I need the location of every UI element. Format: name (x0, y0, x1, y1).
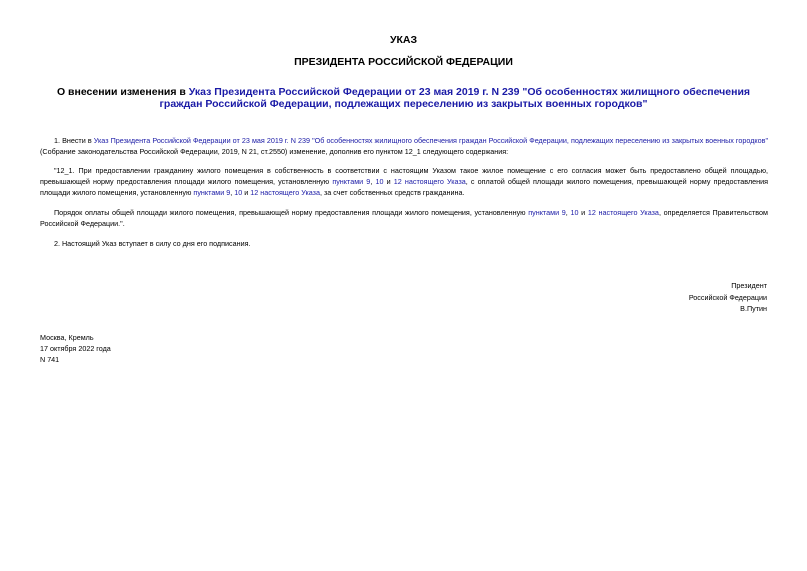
signature-country: Российской Федерации (688, 292, 767, 302)
signature-name: В.Путин (740, 304, 767, 313)
title-decree-link[interactable]: Указ Президента Российской Федерации от 23 мая 2019 г. N 239 "Об особенностях жилищного обеспечения граждан Российской Федерации, подлежащих переселению из закрытых военных городков" (159, 86, 751, 110)
p2-text: "12_1. При предоставлении гражданину жилого помещения в собственность в соответствии с настоящим Указом такое жилое помещение с его согласия может быть предоставлено общей площадью, превышающей норму предоставления площади жилого помещения, установленную (40, 166, 768, 186)
p3-text: Порядок оплаты общей площади жилого помещения, превышающей норму предоставления площади жилого помещения, установленную (54, 208, 529, 217)
paragraph-payment-order (40, 207, 768, 229)
document-title (40, 86, 767, 110)
p3-link-point-12[interactable]: 12 настоящего Указа (587, 208, 659, 217)
paragraph-12-1 (40, 165, 768, 198)
issuer-heading: ПРЕЗИДЕНТА РОССИЙСКОЙ ФЕДЕРАЦИИ (294, 56, 513, 68)
p3-text: , (565, 208, 571, 217)
p2-link-point-12[interactable]: 12 настоящего Указа (393, 177, 466, 186)
p2-text: , (370, 177, 376, 186)
document-number: N 741 (40, 355, 60, 364)
p2-link-point-10[interactable]: 10 (375, 177, 384, 186)
decree-heading: УКАЗ (389, 34, 418, 46)
p2-link-point-10[interactable]: 10 (234, 188, 243, 197)
paragraph-2: 2. Настоящий Указ вступает в силу со дня его подписания. (54, 239, 251, 248)
place-city: Москва, Кремль (40, 333, 94, 342)
p3-link-point-10[interactable]: 10 (570, 208, 579, 217)
p2-text: и (383, 177, 394, 186)
p1-text-end: (Собрание законодательства Российской Федерации, 2019, N 21, ст.2550) изменение, дополнив его пунктом 12_1 следующего содержания: (40, 147, 509, 156)
p1-decree-link[interactable]: Указ Президента Российской Федерации от 23 мая 2019 г. N 239 "Об особенностях жилищного обеспечения граждан Российской Федерации, подлежащих переселению из закрытых военных городков" (93, 136, 768, 145)
p2-text: , за счет собственных средств гражданина. (319, 188, 465, 197)
p3-link-point-9[interactable]: пунктами 9 (528, 208, 566, 217)
signature-block (689, 280, 767, 315)
p1-text-start: 1. Внести в (54, 136, 94, 145)
title-prefix: О внесении изменения в (56, 86, 189, 98)
p2-link-point-9[interactable]: пунктами 9 (193, 188, 231, 197)
signature-title: Президент (731, 281, 767, 290)
paragraph-1 (40, 135, 768, 157)
p2-text: и (242, 188, 251, 197)
p2-text: , с оплатой общей площади жилого помещения, превышающей норму предоставления площади жилого помещения, установленную (40, 177, 769, 197)
p3-text: , определяется Правительством Российской Федерации.". (40, 208, 768, 228)
place-date: 17 октября 2022 года (40, 344, 111, 353)
p3-text: и (578, 208, 588, 217)
place-date-block (40, 332, 111, 365)
p2-text: , (230, 188, 235, 197)
p2-link-point-12[interactable]: 12 настоящего Указа (250, 188, 320, 197)
p2-link-point-9[interactable]: пунктами 9 (332, 177, 371, 186)
